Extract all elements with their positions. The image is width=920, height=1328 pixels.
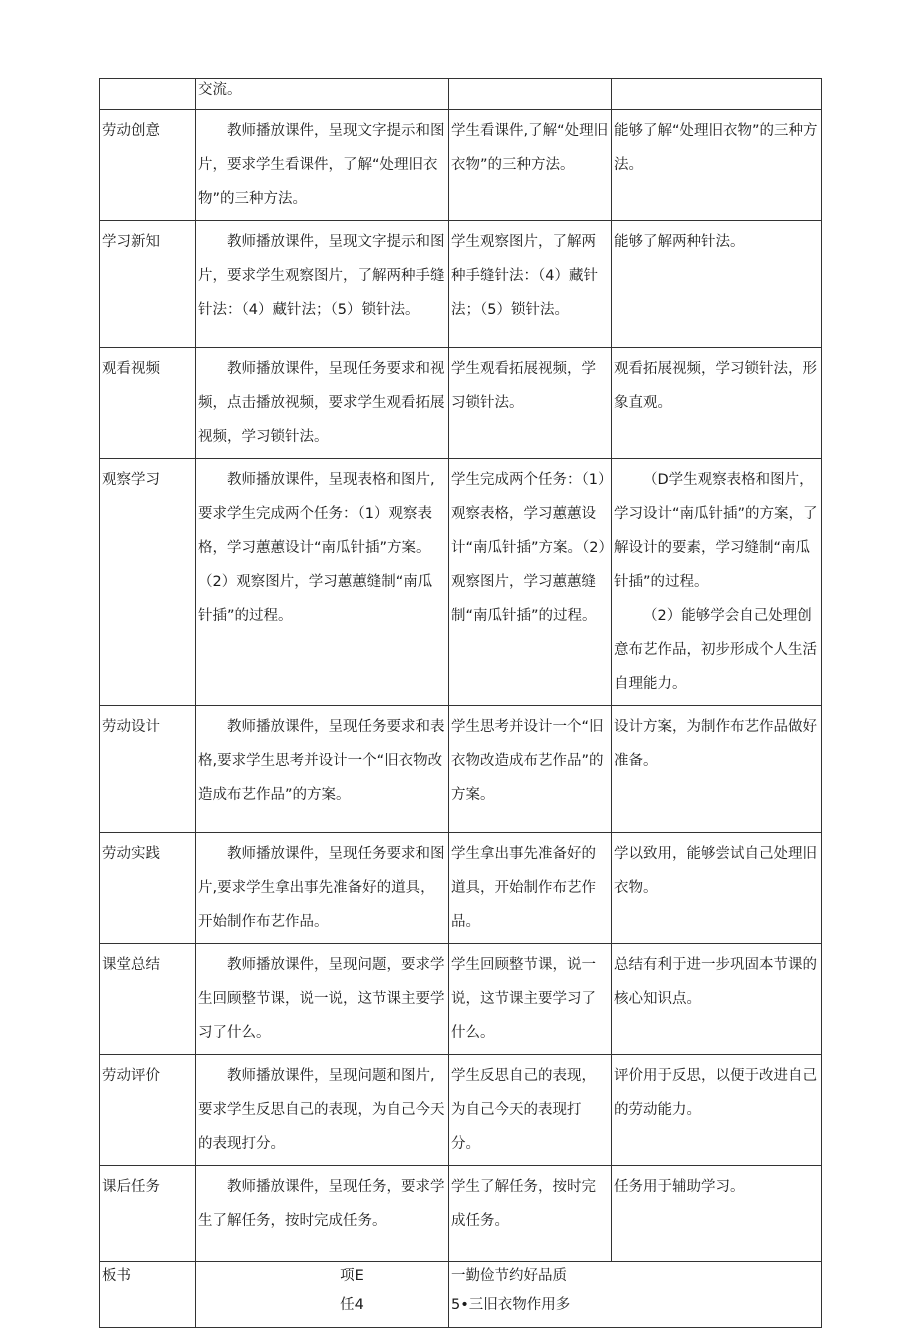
teacher-activity: 教师播放课件，呈现文字提示和图片，要求学生看课件，了解“处理旧衣物”的三种方法。 [196,110,449,221]
lesson-table [99,78,822,1328]
board-center [196,1262,449,1328]
teacher-activity: 教师播放课件，呈现文字提示和图片，要求学生观察图片，了解两种手缝针法：（4）藏针法；（5）锁针法。 [196,221,449,348]
teacher-activity: 教师播放课件，呈现任务要求和视频，点击播放视频，要求学生观看拓展视频，学习锁针法。 [196,348,449,459]
board-right-line-1: 一勤俭节约好品质 [451,1268,567,1284]
teacher-activity: 教师播放课件，呈现任务，要求学生了解任务，按时完成任务。 [196,1166,449,1262]
table-row [100,1055,822,1166]
table-row [100,944,822,1055]
stage-label: 观看视频 [100,348,196,459]
board-label: 板书 [100,1262,196,1328]
table-row [100,221,822,348]
stage-label: 劳动实践 [100,833,196,944]
student-activity: 学生观察图片，了解两种手缝针法：（4）藏针法；（5）锁针法。 [449,221,612,348]
design-intent [612,79,822,110]
board-center-line-1: 项E [340,1268,364,1284]
stage-label [100,79,196,110]
design-intent: 观看拓展视频，学习锁针法，形象直观。 [612,348,822,459]
student-activity: 学生拿出事先准备好的道具，开始制作布艺作品。 [449,833,612,944]
table-row [100,1166,822,1262]
table-row [100,459,822,706]
stage-label: 劳动创意 [100,110,196,221]
teacher-activity: 教师播放课件，呈现问题，要求学生回顾整节课，说一说，这节课主要学习了什么。 [196,944,449,1055]
design-intent: 能够了解两种针法。 [612,221,822,348]
design-intent: 学以致用，能够尝试自己处理旧衣物。 [612,833,822,944]
design-intent [612,459,822,706]
design-intent: 评价用于反思，以便于改进自己的劳动能力。 [612,1055,822,1166]
design-intent: 设计方案，为制作布艺作品做好准备。 [612,706,822,833]
student-activity: 学生看课件,了解“处理旧衣物”的三种方法。 [449,110,612,221]
design-intent: 能够了解“处理旧衣物”的三种方法。 [612,110,822,221]
design-intent: 总结有利于进一步巩固本节课的核心知识点。 [612,944,822,1055]
student-activity: 学生完成两个任务：（1）观察表格，学习蕙蕙设计“南瓜针插”方案。（2）观察图片，学习蕙蕙缝制“南瓜针插”的过程。 [449,459,612,706]
student-activity: 学生观看拓展视频，学习锁针法。 [449,348,612,459]
table-row [100,833,822,944]
board-right [449,1262,822,1328]
table-row [100,110,822,221]
stage-label: 劳动评价 [100,1055,196,1166]
teacher-activity: 教师播放课件，呈现表格和图片,要求学生完成两个任务：（1）观察表格，学习蕙蕙设计“南瓜针插”方案。（2）观察图片，学习蕙蕙缝制“南瓜针插”的过程。 [196,459,449,706]
student-activity: 学生反思自己的表现，为自己今天的表现打分。 [449,1055,612,1166]
student-activity: 学生回顾整节课，说一说，这节课主要学习了什么。 [449,944,612,1055]
teacher-activity: 教师播放课件，呈现任务要求和表格,要求学生思考并设计一个“旧衣物改造成布艺作品”的方案。 [196,706,449,833]
table-row [100,348,822,459]
student-activity: 学生思考并设计一个“旧衣物改造成布艺作品”的方案。 [449,706,612,833]
table-row [100,706,822,833]
student-activity: 学生了解任务，按时完成任务。 [449,1166,612,1262]
teacher-activity: 交流。 [196,79,449,110]
board-right-line-2: 5•三旧衣物作用多 [451,1297,571,1313]
teacher-activity: 教师播放课件，呈现任务要求和图片,要求学生拿出事先准备好的道具，开始制作布艺作品。 [196,833,449,944]
stage-label: 课后任务 [100,1166,196,1262]
teacher-activity: 教师播放课件，呈现问题和图片,要求学生反思自己的表现，为自己今天的表现打分。 [196,1055,449,1166]
design-intent-part-2: （2）能够学会自己处理创意布艺作品，初步形成个人生活自理能力。 [614,608,817,692]
stage-label: 学习新知 [100,221,196,348]
design-intent: 任务用于辅助学习。 [612,1166,822,1262]
board-center-line-2: 任4 [340,1297,364,1313]
stage-label: 劳动设计 [100,706,196,833]
student-activity [449,79,612,110]
design-intent-part-1: （D学生观察表格和图片，学习设计“南瓜针插”的方案，了解设计的要素，学习缝制“南瓜针插”的过程。 [614,472,818,590]
table-row [100,1262,822,1328]
table-row [100,79,822,110]
stage-label: 观察学习 [100,459,196,706]
stage-label: 课堂总结 [100,944,196,1055]
